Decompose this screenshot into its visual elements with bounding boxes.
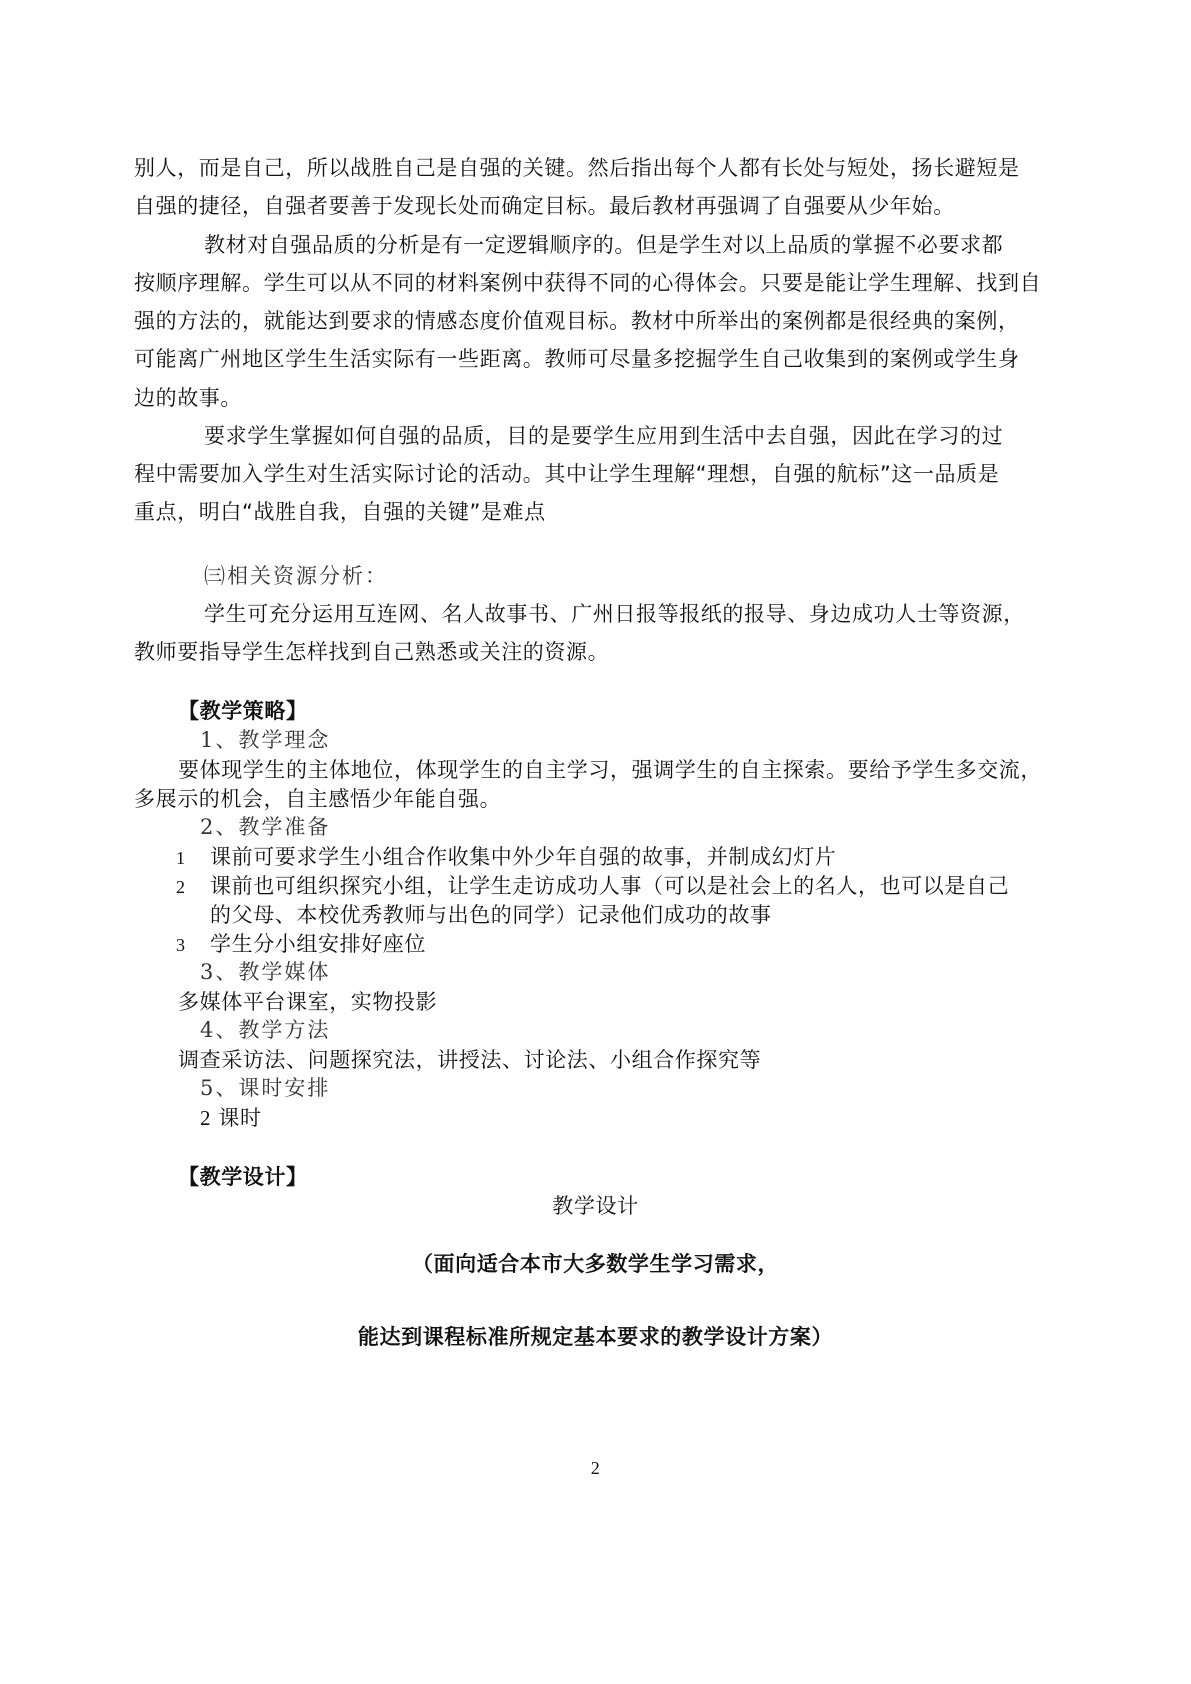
method-text: 调查采访法、问题探究法，讲授法、讨论法、小组合作探究等: [178, 1048, 762, 1072]
prep-item-number: 3: [176, 935, 186, 955]
prep-item: [176, 900, 772, 930]
schedule-unit: 课时: [218, 1106, 262, 1130]
analysis-line: 重点，明白“战胜自我，自强的关键”是难点: [134, 500, 546, 524]
design-heading: 【教学设计】: [178, 1165, 308, 1189]
page-number: 2: [590, 1458, 601, 1478]
media-text: 多媒体平台课室，实物投影: [178, 990, 438, 1014]
resources-heading: ㈢相关资源分析：: [204, 564, 388, 588]
analysis-line: 自强的捷径，自强者要善于发现长处而确定目标。最后教材再强调了自强要从少年始。: [134, 194, 955, 218]
analysis-line: 可能离广州地区学生生活实际有一些距离。教师可尽量多挖掘学生自己收集到的案例或学生身: [134, 347, 1020, 371]
schedule-heading: 5、课时安排: [200, 1076, 331, 1100]
analysis-line: 按顺序理解。学生可以从不同的材料案例中获得不同的心得体会。只要是能让学生理解、找到自: [134, 271, 1042, 295]
schedule-text: [200, 1103, 262, 1133]
resources-line: 教师要指导学生怎样找到自己熟悉或关注的资源。: [134, 640, 610, 664]
prep-item-number: 1: [176, 848, 186, 868]
analysis-line: 强的方法的，就能达到要求的情感态度价值观目标。教材中所举出的案例都是很经典的案例，: [134, 309, 1020, 333]
prep-item: [176, 929, 426, 960]
prep-item-text: 的父母、本校优秀教师与出色的同学）记录他们成功的故事: [210, 903, 772, 927]
analysis-line: 程中需要加入学生对生活实际讨论的活动。其中让学生理解“理想，自强的航标”这一品质是: [134, 462, 1000, 486]
resources-line: 学生可充分运用互连网、名人故事书、广州日报等报纸的报导、身边成功人士等资源，: [204, 602, 1025, 626]
design-title: 教学设计: [552, 1194, 639, 1218]
concept-line: 要体现学生的主体地位，体现学生的自主学习，强调学生的自主探索。要给予学生多交流，: [178, 758, 1042, 782]
schedule-number: 2: [200, 1106, 212, 1130]
method-heading: 4、教学方法: [200, 1018, 331, 1042]
concept-heading: 1、教学理念: [200, 728, 331, 752]
analysis-line: 教材对自强品质的分析是有一定逻辑顺序的。但是学生对以上品质的掌握不必要求都: [204, 233, 1004, 257]
prep-item: [176, 871, 1009, 902]
prep-heading: 2、教学准备: [200, 815, 331, 839]
strategy-heading: 【教学策略】: [178, 699, 308, 723]
analysis-line: 边的故事。: [134, 386, 242, 410]
analysis-line: 要求学生掌握如何自强的品质，目的是要学生应用到生活中去自强，因此在学习的过: [204, 424, 1004, 448]
design-subtitle: 能达到课程标准所规定基本要求的教学设计方案）: [357, 1325, 834, 1349]
prep-item: [176, 842, 836, 873]
concept-line: 多展示的机会，自主感悟少年能自强。: [134, 787, 502, 811]
analysis-line: 别人，而是自己，所以战胜自己是自强的关键。然后指出每个人都有长处与短处，扬长避短是: [134, 156, 1020, 180]
prep-item-number: 2: [176, 877, 186, 897]
media-heading: 3、教学媒体: [200, 960, 331, 984]
prep-item-text: 课前可要求学生小组合作收集中外少年自强的故事，并制成幻灯片: [210, 845, 837, 869]
prep-item-text: 课前也可组织探究小组，让学生走访成功人事（可以是社会上的名人，也可以是自己: [210, 874, 1010, 898]
prep-item-text: 学生分小组安排好座位: [210, 932, 426, 956]
design-subtitle: （面向适合本市大多数学生学习需求，: [411, 1252, 780, 1276]
